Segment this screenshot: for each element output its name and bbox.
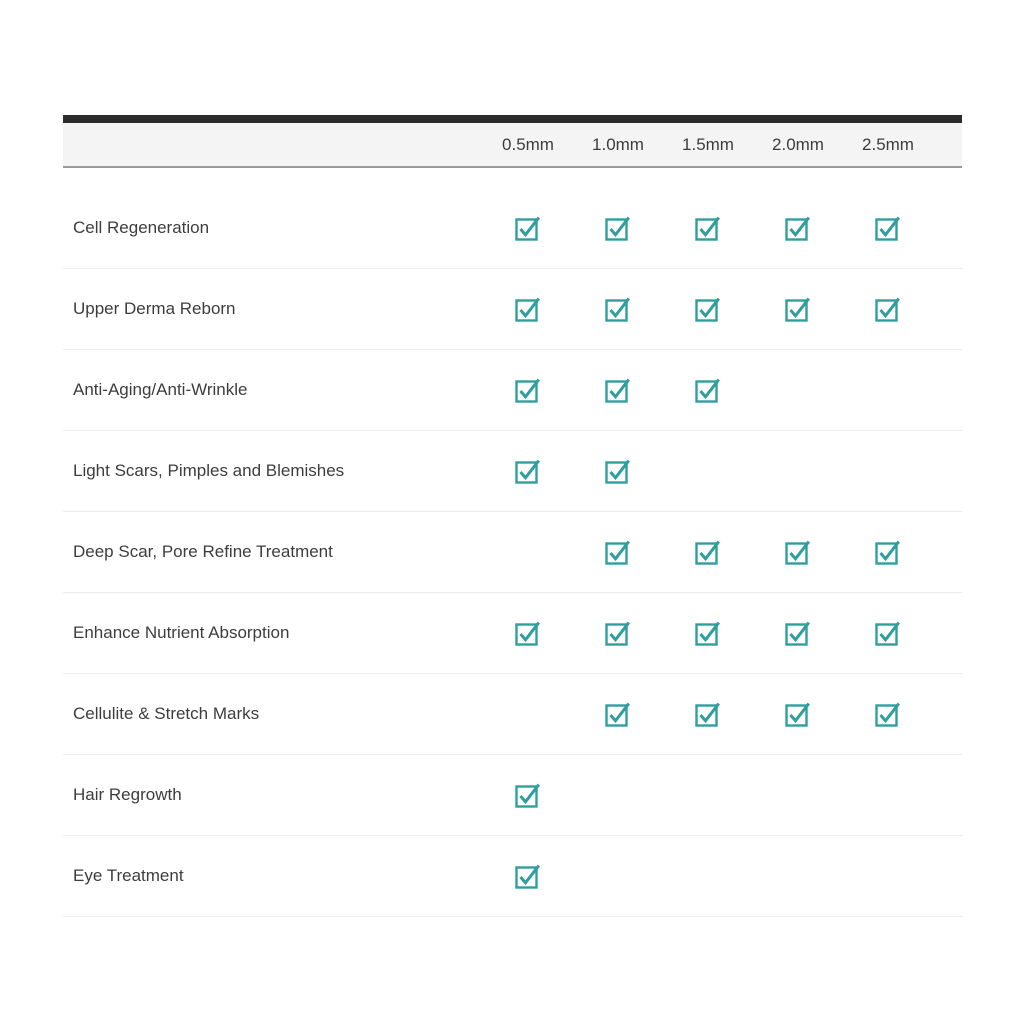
row-label: Anti-Aging/Anti-Wrinkle [73,380,248,399]
row-label: Cell Regeneration [73,218,210,237]
checkbox-checked-icon [515,296,541,322]
check-cell [663,215,753,241]
table-row [63,350,962,431]
check-cell [573,296,663,322]
check-cell [573,701,663,727]
check-cell [753,539,843,565]
checkbox-checked-icon [605,701,631,727]
check-cell [483,782,573,808]
checkbox-checked-icon [785,701,811,727]
row-label: Deep Scar, Pore Refine Treatment [73,542,333,561]
column-header-size-1: 0.5mm [502,134,554,154]
row-label: Enhance Nutrient Absorption [73,623,290,642]
check-cell [483,215,573,241]
checkbox-checked-icon [605,620,631,646]
needle-size-comparison-table [63,115,962,917]
checkbox-checked-icon [695,215,721,241]
checkbox-checked-icon [785,539,811,565]
row-label: Light Scars, Pimples and Blemishes [73,461,345,480]
check-cell [663,377,753,403]
table-row [63,593,962,674]
check-cell [573,782,663,808]
check-cell [753,215,843,241]
checkbox-checked-icon [695,620,721,646]
checkbox-checked-icon [875,539,901,565]
table-row [63,188,962,269]
check-cell [663,539,753,565]
table-row [63,674,962,755]
checkbox-checked-icon [515,782,541,808]
check-cell [573,458,663,484]
checkbox-checked-icon [515,458,541,484]
checkbox-checked-icon [605,539,631,565]
check-cell [753,296,843,322]
check-cell [663,701,753,727]
check-cell [843,539,933,565]
table-row [63,836,962,917]
column-header-size-5: 2.5mm [862,134,914,154]
checkbox-checked-icon [875,701,901,727]
check-cell [843,782,933,808]
check-cell [843,701,933,727]
checkbox-checked-icon [785,296,811,322]
row-label: Cellulite & Stretch Marks [73,704,260,723]
check-cell [483,620,573,646]
checkbox-checked-icon [515,863,541,889]
check-cell [483,377,573,403]
row-label: Upper Derma Reborn [73,299,236,318]
column-header-size-4: 2.0mm [772,134,824,154]
checkbox-checked-icon [515,215,541,241]
column-header-size-2: 1.0mm [592,134,644,154]
table-row [63,431,962,512]
check-cell [483,296,573,322]
check-cell [753,782,843,808]
checkbox-checked-icon [875,215,901,241]
checkbox-checked-icon [785,215,811,241]
checkbox-checked-icon [605,377,631,403]
checkbox-checked-icon [875,620,901,646]
check-cell [573,539,663,565]
column-header-size-3: 1.5mm [682,134,734,154]
check-cell [573,863,663,889]
check-cell [753,458,843,484]
checkbox-checked-icon [785,620,811,646]
table-row [63,269,962,350]
checkbox-checked-icon [515,620,541,646]
check-cell [483,863,573,889]
check-cell [843,863,933,889]
table-header-row [63,115,962,168]
check-cell [483,458,573,484]
checkbox-checked-icon [695,539,721,565]
table-row [63,512,962,593]
check-cell [843,215,933,241]
check-cell [663,863,753,889]
checkbox-checked-icon [605,458,631,484]
check-cell [843,620,933,646]
check-cell [573,215,663,241]
check-cell [753,377,843,403]
check-cell [753,863,843,889]
checkbox-checked-icon [515,377,541,403]
check-cell [663,620,753,646]
check-cell [663,458,753,484]
check-cell [663,296,753,322]
check-cell [753,701,843,727]
check-cell [753,620,843,646]
check-cell [573,620,663,646]
check-cell [483,539,573,565]
check-cell [663,782,753,808]
row-label: Eye Treatment [73,866,184,885]
row-label: Hair Regrowth [73,785,182,804]
check-cell [573,377,663,403]
checkbox-checked-icon [695,296,721,322]
checkbox-checked-icon [605,296,631,322]
table-row [63,755,962,836]
check-cell [483,701,573,727]
checkbox-checked-icon [875,296,901,322]
check-cell [843,377,933,403]
checkbox-checked-icon [695,701,721,727]
table-body [63,168,962,917]
check-cell [843,296,933,322]
check-cell [843,458,933,484]
checkbox-checked-icon [605,215,631,241]
checkbox-checked-icon [695,377,721,403]
